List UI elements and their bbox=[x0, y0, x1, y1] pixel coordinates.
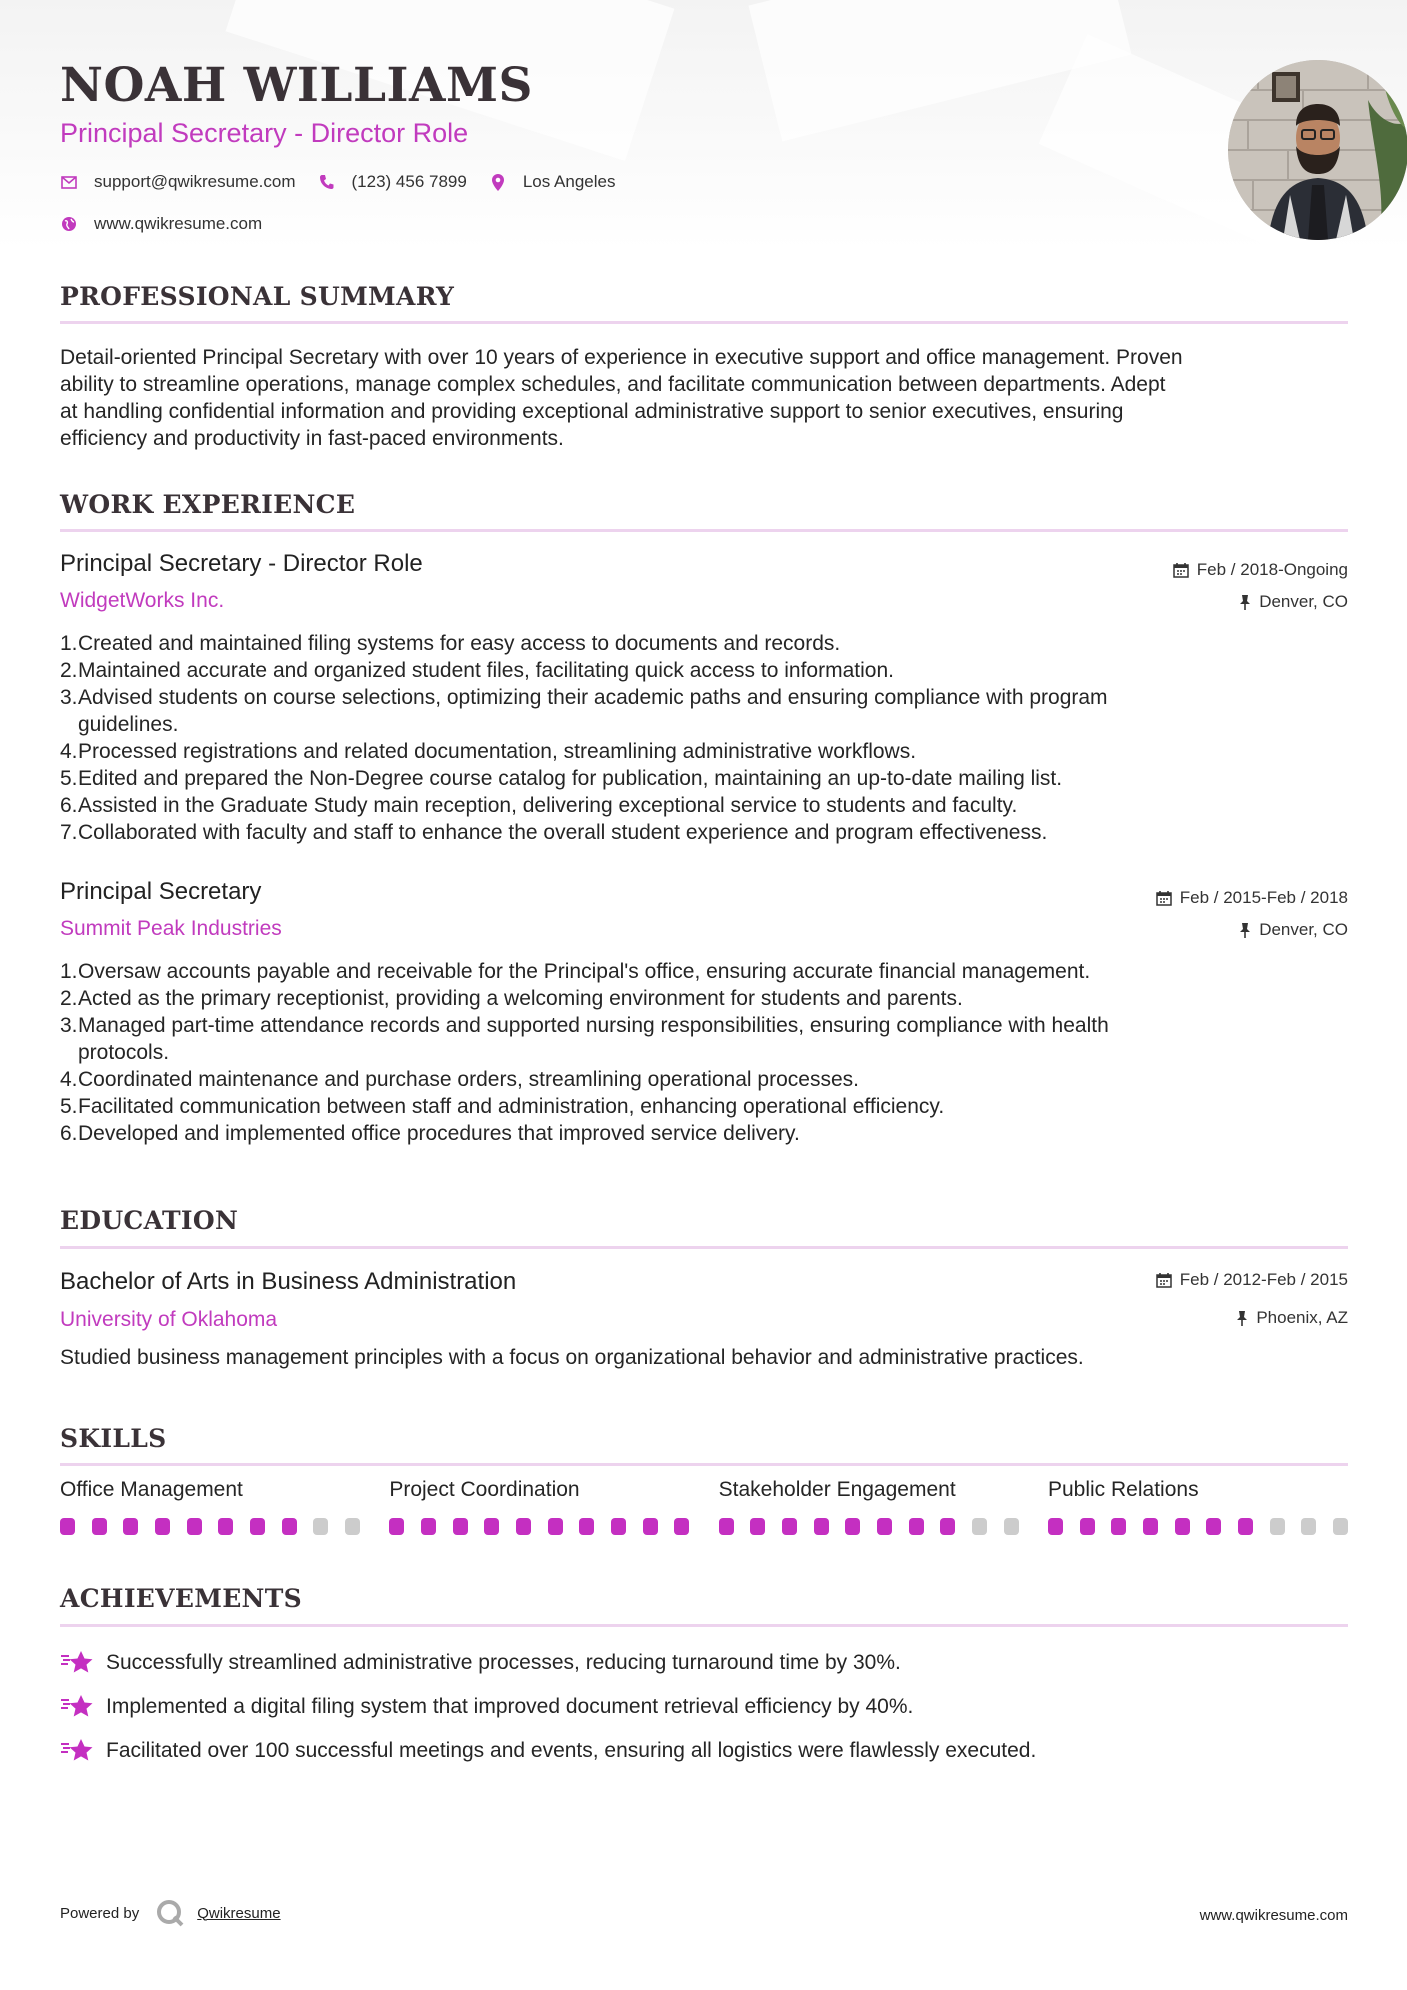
rating-dot-filled bbox=[92, 1518, 107, 1535]
rating-dot-empty bbox=[313, 1518, 328, 1535]
dates-text: Feb / 2015-Feb / 2018 bbox=[1179, 888, 1348, 907]
duty-number: 4. bbox=[60, 740, 78, 763]
job-dates bbox=[1156, 888, 1348, 908]
education-heading: EDUCATION bbox=[60, 1206, 239, 1235]
website-row bbox=[60, 214, 284, 234]
duty-item bbox=[60, 819, 1348, 846]
skill-name: Office Management bbox=[60, 1478, 243, 1501]
duty-number: 6. bbox=[60, 1122, 78, 1145]
pushpin-icon bbox=[1239, 594, 1251, 610]
duty-number: 1. bbox=[60, 960, 78, 983]
rating-dot-empty bbox=[345, 1518, 360, 1535]
star-icon bbox=[60, 1736, 94, 1766]
duty-item bbox=[60, 1066, 1348, 1093]
duty-item bbox=[60, 1120, 1348, 1147]
summary-line: Detail-oriented Principal Secretary with over 10 years of experience in executive support and office management. Proven bbox=[60, 346, 1183, 369]
duty-number: 4. bbox=[60, 1068, 78, 1091]
duty-item bbox=[60, 657, 1348, 684]
rating-dot-filled bbox=[782, 1518, 797, 1535]
duty-line: Facilitated communication between staff and administration, enhancing operational efficiency. bbox=[78, 1095, 945, 1118]
skill-name: Project Coordination bbox=[389, 1478, 580, 1501]
duty-number: 3. bbox=[60, 686, 78, 709]
rating-dot-filled bbox=[611, 1518, 626, 1535]
skill-name: Stakeholder Engagement bbox=[718, 1478, 956, 1501]
footer-powered-by bbox=[60, 1898, 281, 1928]
duty-item bbox=[60, 985, 1348, 1012]
job-title: Principal Secretary bbox=[60, 878, 262, 905]
rating-dot-filled bbox=[1080, 1518, 1095, 1535]
rating-dot-filled bbox=[1238, 1518, 1253, 1535]
education-dates bbox=[1156, 1270, 1348, 1290]
qwikresume-link[interactable]: Qwikresume bbox=[197, 1904, 281, 1922]
duty-number: 1. bbox=[60, 632, 78, 655]
rating-dot-filled bbox=[123, 1518, 138, 1535]
skill-rating bbox=[1048, 1518, 1348, 1535]
duty-item bbox=[60, 1093, 1348, 1120]
job-location bbox=[1239, 592, 1348, 612]
section-divider bbox=[60, 529, 1348, 532]
skill-name: Public Relations bbox=[1047, 1478, 1199, 1501]
duty-line: Developed and implemented office procedures that improved service delivery. bbox=[78, 1122, 800, 1145]
duty-text bbox=[78, 630, 840, 657]
rating-dot-filled bbox=[579, 1518, 594, 1535]
skill-item bbox=[60, 1478, 360, 1535]
summary-line: ability to streamline operations, manage complex schedules, and facilitate communication between departments. Adept bbox=[60, 373, 1166, 396]
calendar-icon bbox=[1173, 562, 1189, 578]
candidate-title: Principal Secretary - Director Role bbox=[60, 118, 469, 148]
duty-text bbox=[78, 1120, 800, 1147]
skill-rating bbox=[719, 1518, 1019, 1535]
rating-dot-empty bbox=[1270, 1518, 1285, 1535]
duty-line: Edited and prepared the Non-Degree course catalog for publication, maintaining an up-to-date mailing list. bbox=[78, 767, 1063, 790]
location-text: Los Angeles bbox=[522, 172, 616, 191]
rating-dot-filled bbox=[282, 1518, 297, 1535]
skills-list bbox=[60, 1478, 1348, 1535]
rating-dot-filled bbox=[516, 1518, 531, 1535]
duty-item bbox=[60, 630, 1348, 657]
section-divider bbox=[60, 1624, 1348, 1627]
rating-dot-filled bbox=[60, 1518, 75, 1535]
summary-line: at handling confidential information and providing exceptional administrative support to senior executives, ensuring bbox=[60, 400, 1124, 423]
pushpin-icon bbox=[1239, 922, 1251, 938]
calendar-icon bbox=[1156, 890, 1172, 906]
rating-dot-filled bbox=[484, 1518, 499, 1535]
duty-text bbox=[78, 765, 1062, 792]
summary-line: efficiency and productivity in fast-paced environments. bbox=[60, 427, 564, 450]
duty-line: Oversaw accounts payable and receivable for the Principal's office, ensuring accurate financial management. bbox=[78, 960, 1091, 983]
duty-number: 7. bbox=[60, 821, 78, 844]
rating-dot-empty bbox=[1301, 1518, 1316, 1535]
skill-item bbox=[719, 1478, 1019, 1535]
powered-by-label: Powered by bbox=[60, 1904, 140, 1922]
duty-line: Coordinated maintenance and purchase orders, streamlining operational processes. bbox=[78, 1068, 859, 1091]
achievement-text: Successfully streamlined administrative processes, reducing turnaround time by 30%. bbox=[106, 1651, 901, 1674]
duty-line: Acted as the primary receptionist, providing a welcoming environment for students and parents. bbox=[78, 987, 963, 1010]
summary-heading: PROFESSIONAL SUMMARY bbox=[60, 282, 455, 311]
rating-dot-filled bbox=[719, 1518, 734, 1535]
rating-dot-filled bbox=[1048, 1518, 1063, 1535]
rating-dot-filled bbox=[909, 1518, 924, 1535]
location-text: Denver, CO bbox=[1259, 592, 1348, 611]
rating-dot-filled bbox=[421, 1518, 436, 1535]
achievement-text: Implemented a digital filing system that improved document retrieval efficiency by 40%. bbox=[106, 1695, 914, 1718]
rating-dot-filled bbox=[940, 1518, 955, 1535]
duty-number: 5. bbox=[60, 767, 78, 790]
duty-text bbox=[78, 958, 1090, 985]
duty-item bbox=[60, 792, 1348, 819]
experience-heading: WORK EXPERIENCE bbox=[60, 490, 356, 519]
duty-item bbox=[60, 765, 1348, 792]
education-location bbox=[1236, 1308, 1348, 1328]
rating-dot-filled bbox=[548, 1518, 563, 1535]
duty-list bbox=[60, 630, 1348, 846]
achievement-item bbox=[60, 1692, 913, 1722]
rating-dot-filled bbox=[1175, 1518, 1190, 1535]
rating-dot-filled bbox=[187, 1518, 202, 1535]
rating-dot-empty bbox=[972, 1518, 987, 1535]
duty-line: Created and maintained filing systems for easy access to documents and records. bbox=[78, 632, 841, 655]
degree-title: Bachelor of Arts in Business Administration bbox=[60, 1268, 517, 1295]
rating-dot-filled bbox=[155, 1518, 170, 1535]
job-dates bbox=[1173, 560, 1348, 580]
job-location bbox=[1239, 920, 1348, 940]
school-name: University of Oklahoma bbox=[60, 1308, 278, 1331]
contact-row bbox=[60, 172, 637, 192]
duty-line: Managed part-time attendance records and supported nursing responsibilities, ensuring compliance with health bbox=[78, 1014, 1109, 1037]
rating-dot-filled bbox=[250, 1518, 265, 1535]
duty-line: guidelines. bbox=[78, 713, 179, 736]
duty-number: 3. bbox=[60, 1014, 78, 1037]
company-name: WidgetWorks Inc. bbox=[60, 589, 225, 612]
skill-item bbox=[389, 1478, 689, 1535]
rating-dot-empty bbox=[1004, 1518, 1019, 1535]
duty-text bbox=[78, 792, 1017, 819]
rating-dot-filled bbox=[674, 1518, 689, 1535]
duty-item bbox=[60, 1012, 1348, 1066]
achievement-text: Facilitated over 100 successful meetings and events, ensuring all logistics were flawlessly executed. bbox=[106, 1739, 1037, 1762]
dates-text: Feb / 2012-Feb / 2015 bbox=[1179, 1270, 1348, 1289]
rating-dot-filled bbox=[1111, 1518, 1126, 1535]
education-description: Studied business management principles with a focus on organizational behavior and administrative practices. bbox=[60, 1346, 1084, 1369]
section-divider bbox=[60, 321, 1348, 324]
section-divider bbox=[60, 1246, 1348, 1249]
email-link[interactable]: support@qwikresume.com bbox=[94, 172, 296, 191]
rating-dot-filled bbox=[750, 1518, 765, 1535]
rating-dot-filled bbox=[1143, 1518, 1158, 1535]
duty-item bbox=[60, 958, 1348, 985]
star-icon bbox=[60, 1692, 94, 1722]
duty-number: 5. bbox=[60, 1095, 78, 1118]
duty-line: Processed registrations and related documentation, streamlining administrative workflows. bbox=[78, 740, 917, 763]
skills-heading: SKILLS bbox=[60, 1424, 167, 1453]
duty-item bbox=[60, 738, 1348, 765]
location-text: Phoenix, AZ bbox=[1256, 1308, 1348, 1327]
rating-dot-filled bbox=[1206, 1518, 1221, 1535]
company-name: Summit Peak Industries bbox=[60, 917, 282, 940]
rating-dot-filled bbox=[218, 1518, 233, 1535]
duty-line: Collaborated with faculty and staff to enhance the overall student experience and program effectiveness. bbox=[78, 821, 1048, 844]
rating-dot-filled bbox=[845, 1518, 860, 1535]
envelope-icon bbox=[60, 173, 78, 191]
skill-item bbox=[1048, 1478, 1348, 1535]
globe-icon bbox=[60, 215, 78, 233]
rating-dot-filled bbox=[643, 1518, 658, 1535]
duty-list bbox=[60, 958, 1348, 1147]
website-link[interactable]: www.qwikresume.com bbox=[94, 214, 263, 233]
map-pin-icon bbox=[489, 173, 507, 191]
calendar-icon bbox=[1156, 1272, 1172, 1288]
duty-number: 2. bbox=[60, 659, 78, 682]
duty-text bbox=[78, 1012, 1109, 1066]
duty-text bbox=[78, 985, 963, 1012]
duty-text bbox=[78, 1093, 944, 1120]
section-divider bbox=[60, 1463, 1348, 1466]
duty-line: Assisted in the Graduate Study main reception, delivering exceptional service to students and faculty. bbox=[78, 794, 1018, 817]
duty-text bbox=[78, 684, 1108, 738]
duty-text bbox=[78, 738, 916, 765]
dates-text: Feb / 2018-Ongoing bbox=[1196, 560, 1348, 579]
duty-line: Maintained accurate and organized student files, facilitating quick access to information. bbox=[78, 659, 894, 682]
rating-dot-filled bbox=[389, 1518, 404, 1535]
duty-text bbox=[78, 657, 894, 684]
footer-website-link[interactable]: www.qwikresume.com bbox=[1199, 1907, 1348, 1924]
pushpin-icon bbox=[1236, 1310, 1248, 1326]
duty-number: 2. bbox=[60, 987, 78, 1010]
job-title: Principal Secretary - Director Role bbox=[60, 550, 423, 577]
skill-rating bbox=[389, 1518, 689, 1535]
phone-number: (123) 456 7899 bbox=[351, 172, 467, 191]
duty-number: 6. bbox=[60, 794, 78, 817]
duty-text bbox=[78, 1066, 859, 1093]
profile-photo bbox=[1228, 60, 1407, 240]
duty-line: Advised students on course selections, optimizing their academic paths and ensuring compliance with program bbox=[78, 686, 1108, 709]
rating-dot-filled bbox=[814, 1518, 829, 1535]
duty-item bbox=[60, 684, 1348, 738]
star-icon bbox=[60, 1648, 94, 1678]
achievements-heading: ACHIEVEMENTS bbox=[60, 1584, 302, 1613]
skill-rating bbox=[60, 1518, 360, 1535]
candidate-name: NOAH WILLIAMS bbox=[60, 58, 533, 113]
achievement-item bbox=[60, 1648, 901, 1678]
location-text: Denver, CO bbox=[1259, 920, 1348, 939]
summary-text bbox=[60, 344, 1348, 452]
duty-line: protocols. bbox=[78, 1041, 170, 1064]
rating-dot-filled bbox=[877, 1518, 892, 1535]
achievement-item bbox=[60, 1736, 1036, 1766]
phone-icon bbox=[318, 173, 336, 191]
qwikresume-logo-icon bbox=[155, 1898, 185, 1928]
duty-text bbox=[78, 819, 1047, 846]
rating-dot-filled bbox=[453, 1518, 468, 1535]
rating-dot-empty bbox=[1333, 1518, 1348, 1535]
